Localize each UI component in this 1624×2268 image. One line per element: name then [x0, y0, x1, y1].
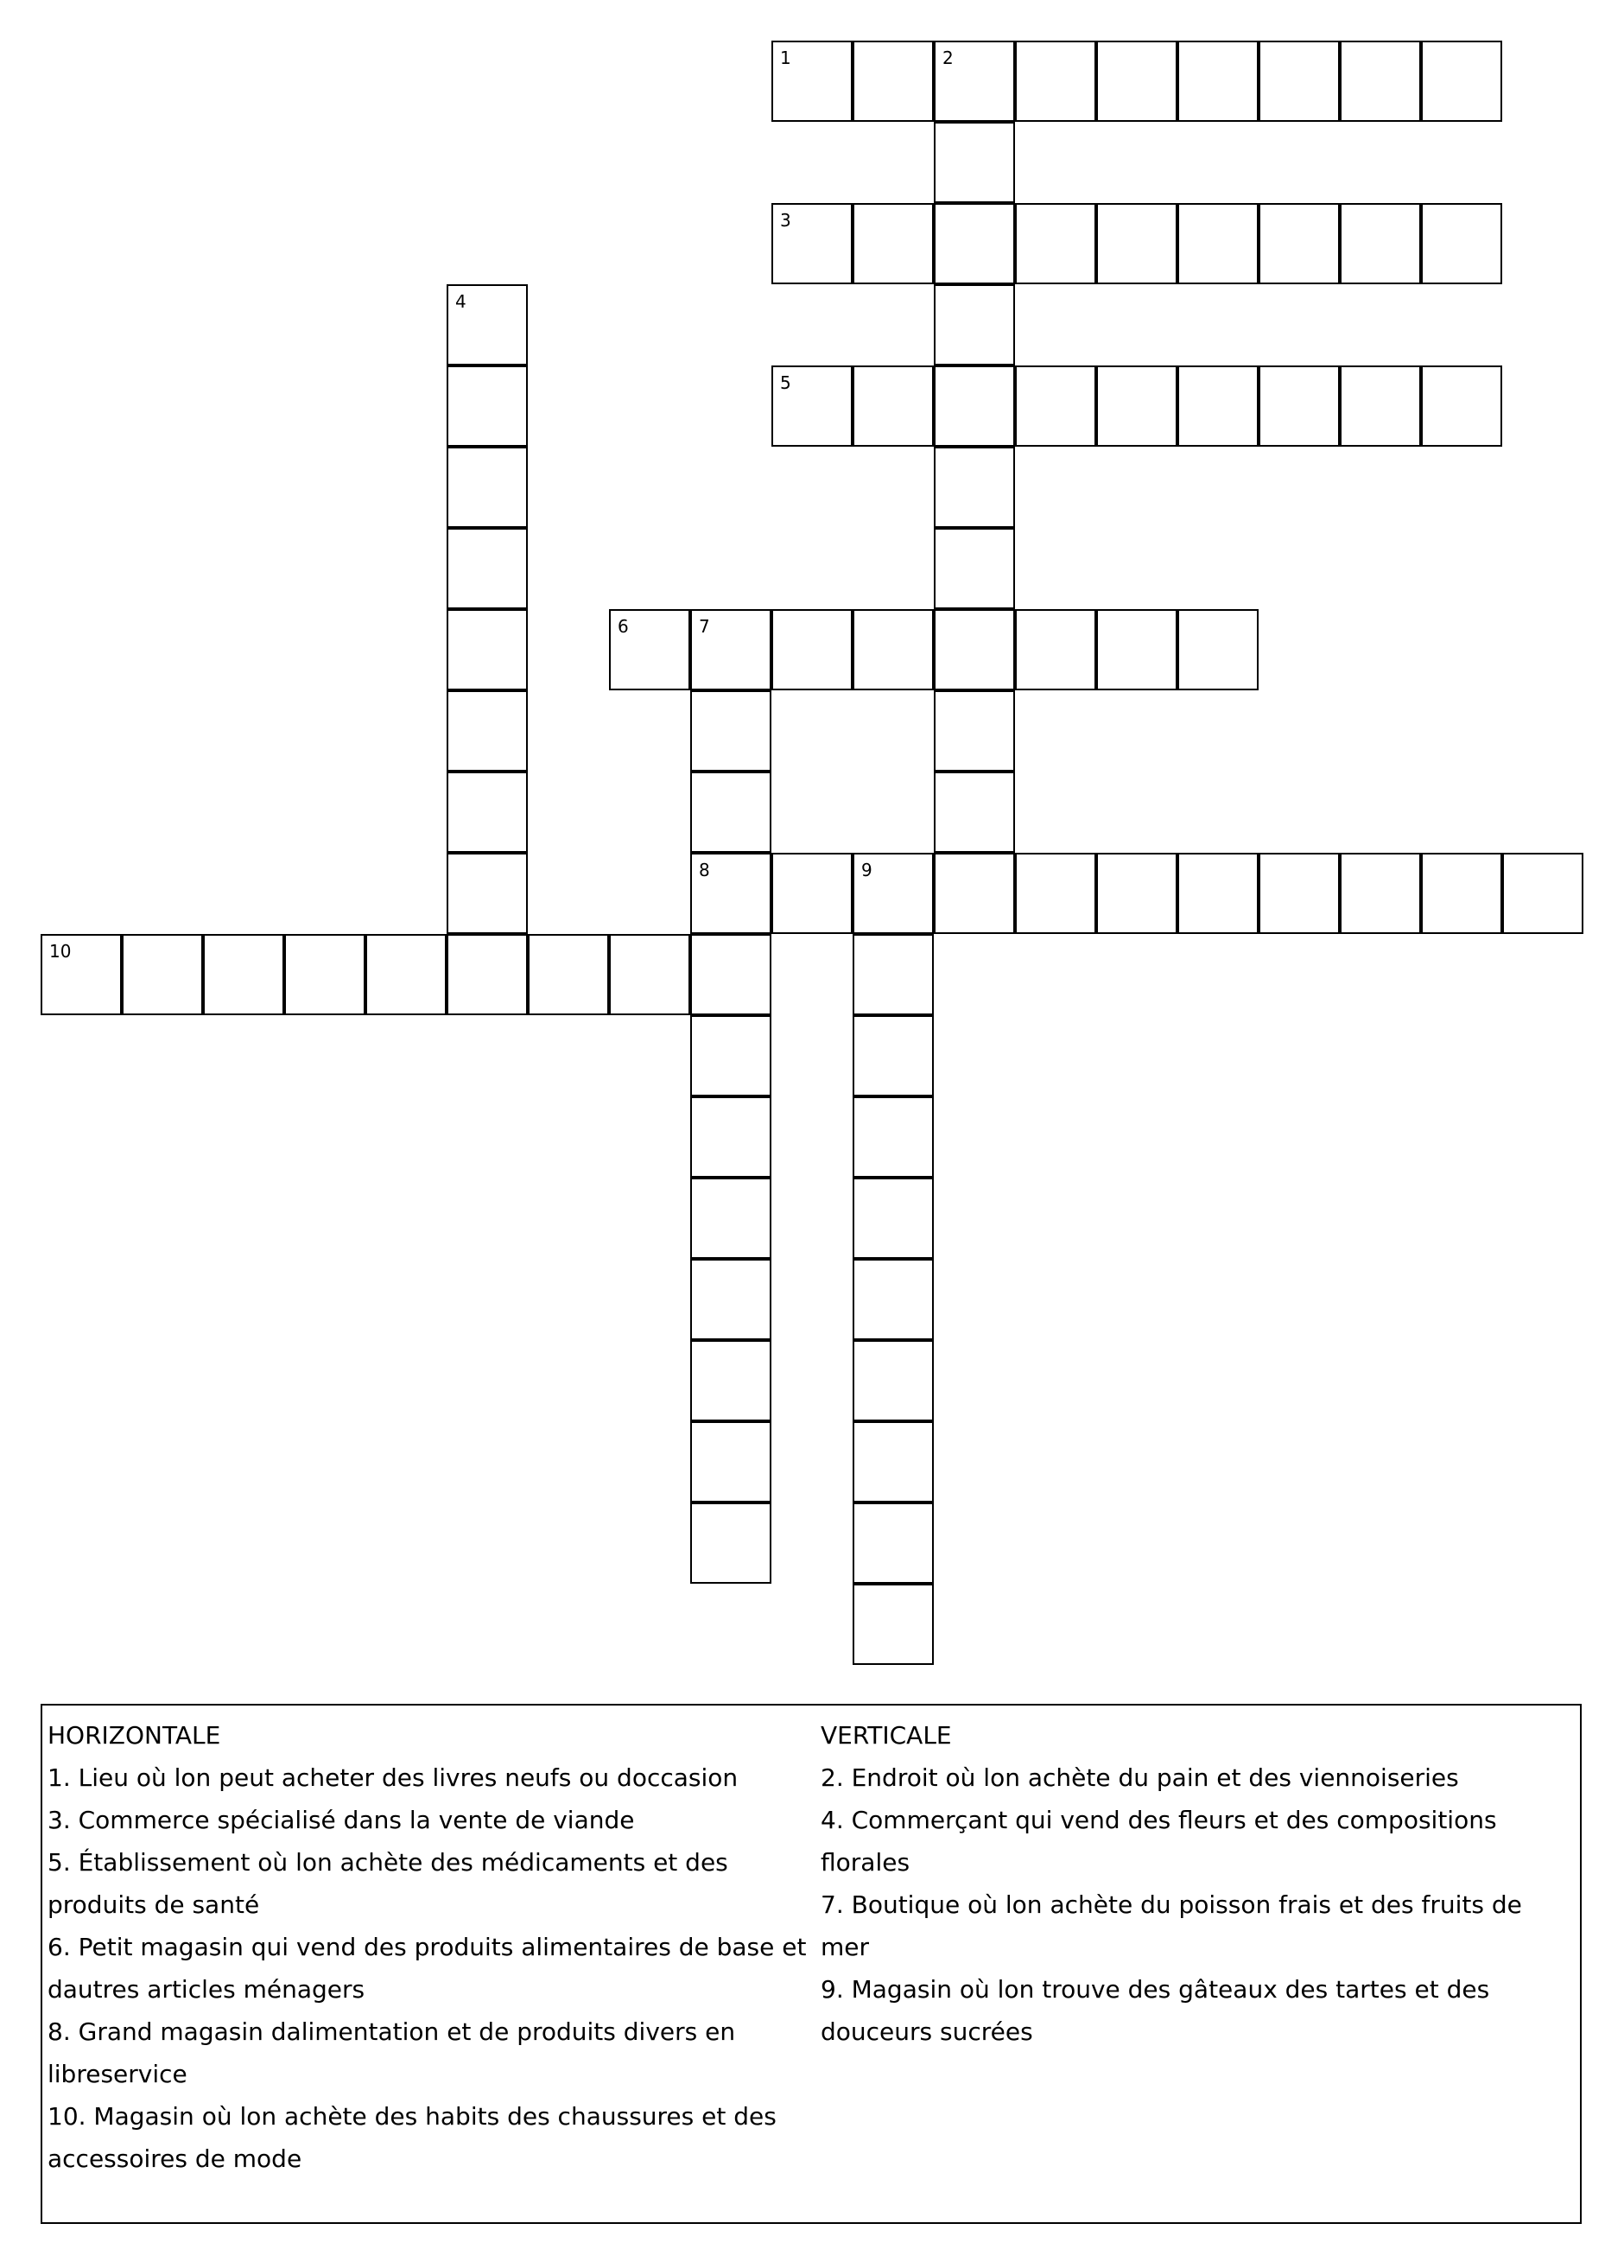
crossword-cell[interactable] — [853, 934, 934, 1015]
clue-number: 7 — [699, 616, 710, 637]
crossword-cell[interactable] — [1177, 41, 1259, 122]
crossword-cell[interactable] — [853, 1502, 934, 1584]
crossword-cell[interactable] — [1015, 41, 1096, 122]
across-clue-3: 3. Commerce spécialisé dans la vente de viande — [48, 1806, 635, 1834]
crossword-cell[interactable] — [447, 772, 528, 853]
crossword-cell[interactable] — [122, 934, 203, 1015]
crossword-cell[interactable] — [690, 853, 771, 934]
crossword-cell[interactable] — [1177, 853, 1259, 934]
crossword-cell[interactable] — [1177, 609, 1259, 690]
crossword-cell[interactable] — [690, 1259, 771, 1340]
down-clue-4: 4. Commerçant qui vend des fleurs et des compositions florales — [821, 1806, 1497, 1877]
crossword-cell[interactable] — [1096, 41, 1177, 122]
crossword-cell[interactable] — [690, 609, 771, 690]
crossword-cell[interactable] — [690, 690, 771, 772]
crossword-cell[interactable] — [447, 609, 528, 690]
crossword-cell[interactable] — [1340, 853, 1421, 934]
clue-number: 6 — [618, 616, 629, 637]
crossword-cell[interactable] — [690, 1340, 771, 1421]
crossword-cell[interactable] — [853, 1421, 934, 1502]
crossword-cell[interactable] — [853, 365, 934, 447]
crossword-cell[interactable] — [853, 1259, 934, 1340]
clue-number: 4 — [455, 291, 466, 312]
crossword-cell[interactable] — [1015, 365, 1096, 447]
crossword-cell[interactable] — [771, 203, 853, 284]
clue-number: 1 — [780, 48, 791, 68]
crossword-cell[interactable] — [853, 41, 934, 122]
crossword-cell[interactable] — [853, 1340, 934, 1421]
crossword-cell[interactable] — [1259, 41, 1340, 122]
down-clue-2: 2. Endroit où lon achète du pain et des viennoiseries — [821, 1763, 1459, 1792]
crossword-cell[interactable] — [771, 41, 853, 122]
down-clue-9: 9. Magasin où lon trouve des gâteaux des tartes et des douceurs sucrées — [821, 1975, 1490, 2046]
crossword-cell[interactable] — [690, 1015, 771, 1096]
crossword-cell[interactable] — [1259, 853, 1340, 934]
crossword-cell[interactable] — [447, 528, 528, 609]
crossword-cell[interactable] — [1502, 853, 1583, 934]
across-clue-5: 5. Établissement où lon achète des médicaments et des produits de santé — [48, 1848, 728, 1919]
crossword-cell[interactable] — [853, 1015, 934, 1096]
crossword-cell[interactable] — [690, 772, 771, 853]
crossword-cell[interactable] — [447, 447, 528, 528]
crossword-cell[interactable] — [447, 690, 528, 772]
crossword-cell[interactable] — [853, 1584, 934, 1665]
crossword-cell[interactable] — [934, 284, 1015, 365]
crossword-cell[interactable] — [934, 122, 1015, 203]
crossword-cell[interactable] — [690, 1502, 771, 1584]
crossword-cell[interactable] — [690, 934, 771, 1015]
crossword-cell[interactable] — [1421, 853, 1502, 934]
crossword-cell[interactable] — [934, 365, 1015, 447]
crossword-cell[interactable] — [1015, 853, 1096, 934]
crossword-cell[interactable] — [1096, 365, 1177, 447]
crossword-cell[interactable] — [771, 365, 853, 447]
crossword-cell[interactable] — [1421, 203, 1502, 284]
crossword-cell[interactable] — [853, 1096, 934, 1178]
across-clues-column — [48, 1714, 808, 2180]
crossword-cell[interactable] — [1421, 41, 1502, 122]
clues-box — [41, 1704, 1582, 2224]
crossword-cell[interactable] — [853, 203, 934, 284]
crossword-cell[interactable] — [528, 934, 609, 1015]
crossword-cell[interactable] — [934, 853, 1015, 934]
crossword-cell[interactable] — [934, 772, 1015, 853]
crossword-cell[interactable] — [1340, 203, 1421, 284]
crossword-cell[interactable] — [1259, 203, 1340, 284]
crossword-cell[interactable] — [934, 41, 1015, 122]
crossword-cell[interactable] — [1015, 203, 1096, 284]
crossword-cell[interactable] — [609, 934, 690, 1015]
crossword-cell[interactable] — [690, 1421, 771, 1502]
crossword-cell[interactable] — [1259, 365, 1340, 447]
crossword-cell[interactable] — [853, 609, 934, 690]
clue-number: 2 — [942, 48, 954, 68]
across-clue-6: 6. Petit magasin qui vend des produits alimentaires de base et dautres articles ménagers — [48, 1933, 807, 2004]
crossword-cell[interactable] — [934, 609, 1015, 690]
clue-number: 8 — [699, 860, 710, 880]
crossword-cell[interactable] — [447, 853, 528, 934]
across-title: HORIZONTALE — [48, 1721, 221, 1750]
crossword-cell[interactable] — [934, 203, 1015, 284]
down-clue-7: 7. Boutique où lon achète du poisson frais et des fruits de mer — [821, 1890, 1522, 1961]
crossword-cell[interactable] — [284, 934, 365, 1015]
crossword-cell[interactable] — [771, 853, 853, 934]
down-clues-column — [821, 1714, 1572, 2053]
crossword-cell[interactable] — [41, 934, 122, 1015]
crossword-cell[interactable] — [853, 853, 934, 934]
crossword-cell[interactable] — [690, 1178, 771, 1259]
crossword-cell[interactable] — [365, 934, 447, 1015]
crossword-cell[interactable] — [1096, 203, 1177, 284]
crossword-cell[interactable] — [853, 1178, 934, 1259]
crossword-cell[interactable] — [934, 528, 1015, 609]
across-clue-8: 8. Grand magasin dalimentation et de produits divers en libreservice — [48, 2017, 736, 2088]
crossword-cell[interactable] — [690, 1096, 771, 1178]
clue-number: 5 — [780, 372, 791, 393]
crossword-cell[interactable] — [934, 690, 1015, 772]
crossword-cell[interactable] — [1421, 365, 1502, 447]
crossword-cell[interactable] — [1096, 853, 1177, 934]
crossword-cell[interactable] — [203, 934, 284, 1015]
crossword-cell[interactable] — [447, 365, 528, 447]
crossword-cell[interactable] — [609, 609, 690, 690]
crossword-cell[interactable] — [1177, 203, 1259, 284]
across-clue-10: 10. Magasin où lon achète des habits des chaussures et des accessoires de mode — [48, 2102, 777, 2173]
crossword-cell[interactable] — [1015, 609, 1096, 690]
clue-number: 9 — [861, 860, 872, 880]
crossword-cell[interactable] — [771, 609, 853, 690]
crossword-cell[interactable] — [934, 447, 1015, 528]
crossword-cell[interactable] — [1340, 365, 1421, 447]
clue-number: 10 — [49, 941, 72, 962]
crossword-cell[interactable] — [447, 284, 528, 365]
crossword-cell[interactable] — [1177, 365, 1259, 447]
down-title: VERTICALE — [821, 1721, 952, 1750]
clue-number: 3 — [780, 210, 791, 231]
across-clue-1: 1. Lieu où lon peut acheter des livres neufs ou doccasion — [48, 1763, 739, 1792]
crossword-cell[interactable] — [1340, 41, 1421, 122]
crossword-cell[interactable] — [447, 934, 528, 1015]
crossword-cell[interactable] — [1096, 609, 1177, 690]
